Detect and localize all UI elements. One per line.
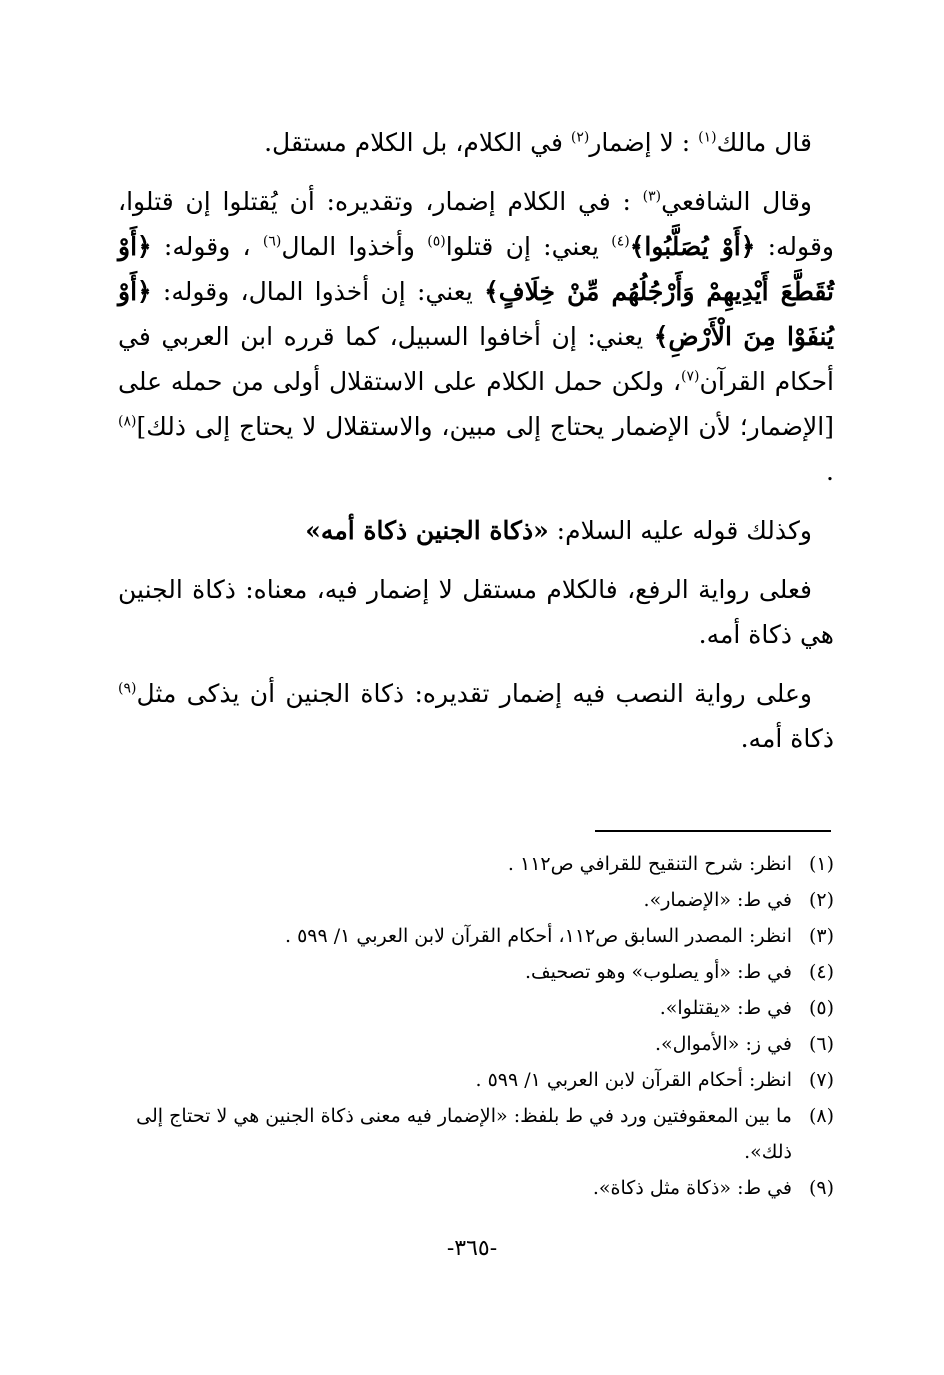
footnote-item <box>118 1062 834 1098</box>
quran-quote: ﴿أَوْ يُنفَوْا مِنَ الْأَرْضِ﴾ <box>118 277 834 351</box>
footnote-item <box>118 882 834 918</box>
footnote-number: (٣) <box>808 925 834 947</box>
footnote-divider <box>595 830 831 832</box>
quran-quote: ﴿أَوْ تُقَطَّعَ أَيْدِيهِمْ وَأَرْجُلُهُم مِّنْ خِلَافٍ﴾ <box>118 232 834 306</box>
text-span: يعني: إن أخافوا السبيل، كما قرره ابن العربي في أحكام القرآن <box>118 322 835 396</box>
paragraph-malik <box>118 120 834 165</box>
text-span: ، وقوله: <box>151 232 263 261</box>
text-span: . <box>826 457 834 486</box>
footnote-number: (٩) <box>808 1177 834 1199</box>
footnote-text: ما بين المعقوفتين ورد في ط بلفظ: «الإضمار فيه معنى ذكاة الجنين هي لا تحتاج إلى ذلك». <box>136 1105 792 1163</box>
footnote-text: في ط: «يقتلوا». <box>659 997 792 1019</box>
footnote-ref: (٧) <box>681 368 700 385</box>
footnote-text: في ط: «الإضمار». <box>643 889 792 911</box>
footnotes-list <box>118 846 834 1206</box>
footnote-number: (٥) <box>808 997 834 1019</box>
footnote-item <box>118 846 834 882</box>
text-span: يعني: إن قتلوا <box>445 232 612 261</box>
paragraph-shafii <box>118 179 834 494</box>
text-span: ذكاة أمه. <box>740 724 834 753</box>
text-span: ، ولكن حمل الكلام على الاستقلال أولى من حمله على [الإضمار؛ لأن الإضمار يحتاج إلى مبين، والاستقلال لا يحتاج إلى ذلك] <box>118 367 834 441</box>
footnote-ref: (٩) <box>118 680 137 697</box>
footnote-item <box>118 1170 834 1206</box>
footnote-item <box>118 1026 834 1062</box>
quran-quote: ﴿أَوْ يُصَلَّبُوا﴾ <box>629 232 756 261</box>
footnote-text: في ط: «ذكاة مثل ذكاة». <box>592 1177 792 1199</box>
footnote-text: في ز: «الأموال». <box>654 1033 792 1055</box>
hadith-quote: «ذكاة الجنين ذكاة أمه» <box>305 516 549 545</box>
footnote-item <box>118 954 834 990</box>
paragraph-raf <box>118 567 834 657</box>
text-span: : في الكلام إضمار، وتقديره: أن يُقتلوا إن قتلوا، وقوله: <box>118 187 834 261</box>
paragraph-nasb <box>118 671 834 761</box>
footnote-number: (٦) <box>808 1033 834 1055</box>
text-span: : لا إضمار <box>589 128 699 157</box>
footnote-ref: (٨) <box>118 413 137 430</box>
text-span: يعني: إن أخذوا المال، وقوله: <box>151 277 485 306</box>
footnote-item <box>118 918 834 954</box>
footnote-item <box>118 1098 834 1170</box>
footnote-text: في ط: «أو يصلوب» وهو تصحيف. <box>524 961 792 983</box>
footnote-ref: (١) <box>698 129 717 146</box>
footnote-number: (٨) <box>808 1105 834 1127</box>
footnote-number: (٢) <box>808 889 834 911</box>
footnote-ref: (٦) <box>262 233 282 250</box>
text-span: وأخذوا المال <box>281 232 428 261</box>
text-span: وكذلك قوله عليه السلام: <box>548 516 812 545</box>
main-text <box>118 120 834 775</box>
text-span: فعلى رواية الرفع، فالكلام مستقل لا إضمار فيه، معناه: ذكاة الجنين هي ذكاة أمه. <box>118 575 834 649</box>
footnote-ref: (٣) <box>642 188 662 205</box>
paragraph-hadith <box>118 508 834 553</box>
footnote-text: انظر: أحكام القرآن لابن العربي ١/ ٥٩٩ . <box>475 1069 792 1091</box>
footnote-text: انظر: شرح التنقيح للقرافي ص١١٢ . <box>507 853 792 875</box>
footnote-number: (٤) <box>808 961 834 983</box>
footnote-text: انظر: المصدر السابق ص١١٢، أحكام القرآن لابن العربي ١/ ٥٩٩ . <box>285 925 792 947</box>
text-span: قال مالك <box>716 128 812 157</box>
footnote-item <box>118 990 834 1026</box>
text-span: وقال الشافعي <box>661 187 812 216</box>
footnote-ref: (٤) <box>611 233 630 250</box>
footnote-number: (٧) <box>808 1069 834 1091</box>
footnote-ref: (٢) <box>570 129 590 146</box>
page-number: -٣٦٥- <box>446 1236 498 1261</box>
text-span: في الكلام، بل الكلام مستقل. <box>264 128 571 157</box>
footnote-ref: (٥) <box>427 233 446 250</box>
text-span: وعلى رواية النصب فيه إضمار تقديره: ذكاة الجنين أن يذكى مثل <box>136 679 812 708</box>
footnote-number: (١) <box>808 853 834 875</box>
